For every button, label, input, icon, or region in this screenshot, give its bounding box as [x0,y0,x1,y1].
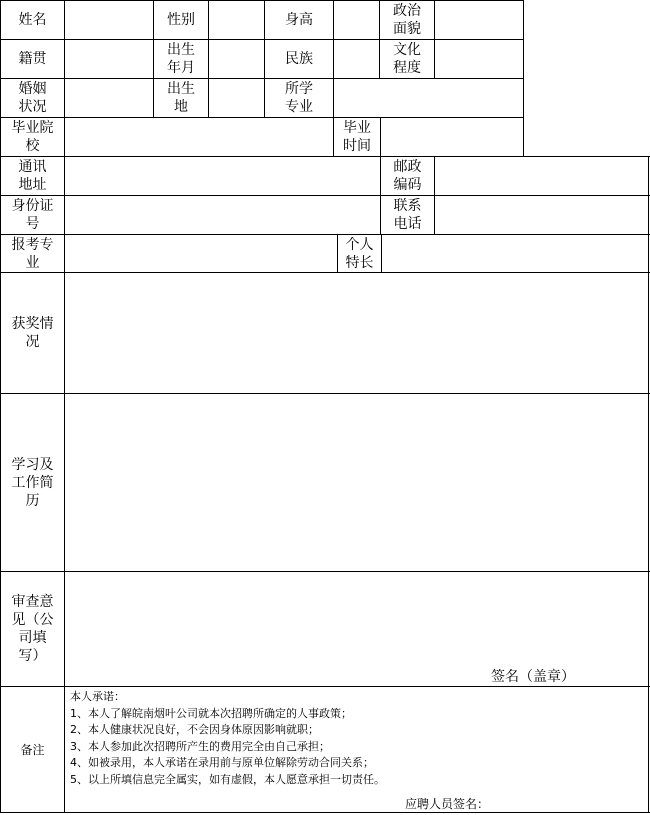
review-label: 审查意 见（公 司填 写） [11,594,54,664]
grid-line [0,686,650,687]
native-place-label: 籍贯 [18,51,47,67]
photo-area [524,0,649,156]
specialty-label: 个人 特长 [345,236,374,271]
postal-code-field[interactable] [435,157,648,195]
remarks-label: 备注 [20,742,45,757]
political-status-field[interactable] [435,1,523,39]
height-field[interactable] [334,1,379,39]
applicant-signature-label: 应聘人员签名： [405,797,490,811]
ethnicity-label: 民族 [285,51,313,67]
ethnicity-field[interactable] [334,40,379,78]
birth-date-label: 出生 年月 [167,42,195,76]
gender-label: 性别 [167,12,195,28]
id-number-field[interactable] [65,196,380,234]
pledge-item: 5、以上所填信息完全属实，如有虚假，本人愿意承担一切责任。 [70,772,385,786]
birth-date-field[interactable] [209,40,264,78]
specialty-field[interactable] [382,235,648,272]
education-level-label: 文化 程度 [393,42,421,76]
name-label: 姓名 [18,12,47,28]
pledge-item: 1、本人了解皖南烟叶公司就本次招聘所确定的人事政策； [70,706,352,720]
major-label: 所学 专业 [285,81,313,115]
applied-position-field[interactable] [65,235,337,272]
graduation-time-label: 毕业 时间 [343,120,371,154]
pledge-item: 2、本人健康状况良好，不会因身体原因影响就职； [70,723,319,736]
graduated-from-label: 毕业院 校 [11,120,54,154]
graduated-from-field[interactable] [65,118,333,156]
address-label: 通讯 地址 [18,159,47,193]
address-field[interactable] [65,157,380,195]
awards-label: 获奖情 况 [11,316,54,350]
height-label: 身高 [285,12,313,28]
pledge-text [70,689,385,788]
political-status-label: 政治 面貌 [393,3,421,37]
review-signature-label: 签名（盖章） [491,669,575,685]
id-number-label: 身份证 号 [11,198,54,232]
gender-field[interactable] [209,1,264,39]
major-field[interactable] [334,79,523,117]
birthplace-label: 出生 地 [167,81,195,115]
marital-status-field[interactable] [65,79,153,117]
birthplace-field[interactable] [209,79,264,117]
phone-label: 联系 电话 [393,198,422,232]
history-label: 学习及 工作简 历 [11,456,54,509]
grid-line [0,812,650,813]
applied-position-label: 报考专 业 [11,236,54,271]
graduation-time-field[interactable] [381,118,523,156]
pledge-title: 本人承诺： [70,690,125,703]
history-field[interactable] [65,394,648,571]
native-place-field[interactable] [65,40,153,78]
pledge-item: 3、本人参加此次招聘所产生的费用完全由自己承担； [70,739,330,753]
grid-line [648,156,649,813]
phone-field[interactable] [435,196,648,234]
postal-code-label: 邮政 编码 [393,159,422,193]
pledge-item: 4、如被录用，本人承诺在录用前与原单位解除劳动合同关系； [70,756,374,769]
education-level-field[interactable] [435,40,523,78]
marital-status-label: 婚姻 状况 [18,81,47,115]
awards-field[interactable] [65,273,648,393]
name-field[interactable] [65,1,153,39]
